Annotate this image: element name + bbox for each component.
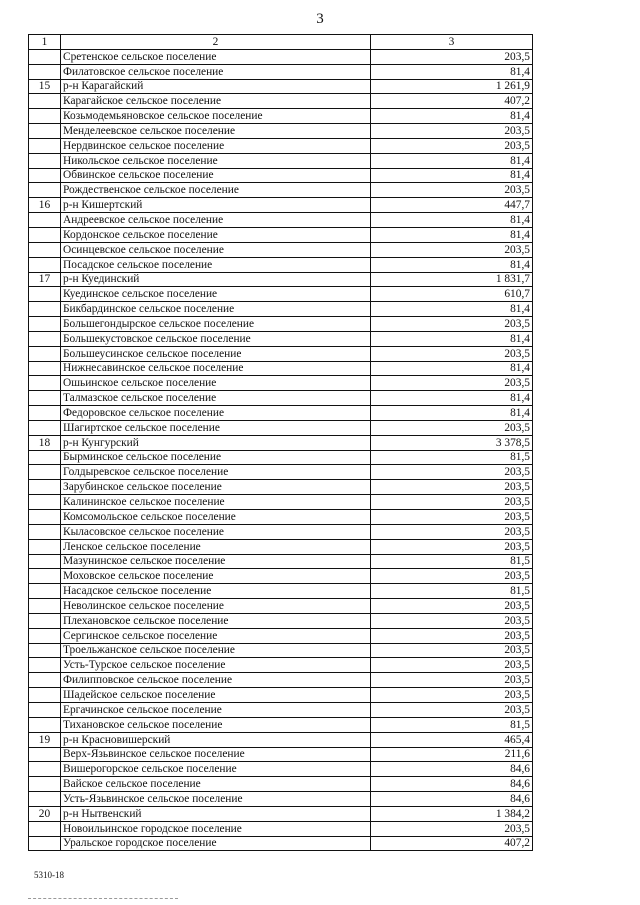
table-row [29,302,533,317]
row-name-cell: Федоровское сельское поселение [61,406,371,421]
table-row [29,777,533,792]
row-name-cell: Никольское сельское поселение [61,153,371,168]
row-number-cell [29,64,61,79]
row-number-cell: 15 [29,79,61,94]
row-value-cell: 407,2 [371,836,533,851]
row-name-cell: Посадское сельское поселение [61,257,371,272]
table-row [29,346,533,361]
row-name-cell: Ергачинское сельское поселение [61,702,371,717]
district-row [29,79,533,94]
row-value-cell: 203,5 [371,495,533,510]
row-number-cell [29,762,61,777]
table-row [29,49,533,64]
row-value-cell: 203,5 [371,673,533,688]
row-number-cell [29,836,61,851]
row-number-cell: 20 [29,806,61,821]
row-value-cell: 407,2 [371,94,533,109]
row-number-cell [29,376,61,391]
row-value-cell: 84,6 [371,792,533,807]
row-value-cell: 203,5 [371,49,533,64]
row-name-cell: Усть-Язьвинское сельское поселение [61,792,371,807]
district-row [29,806,533,821]
table-row [29,673,533,688]
table-row [29,138,533,153]
row-name-cell: Шадейское сельское поселение [61,688,371,703]
row-value-cell: 203,5 [371,539,533,554]
row-name-cell: Обвинское сельское поселение [61,168,371,183]
row-number-cell [29,717,61,732]
row-value-cell: 203,5 [371,480,533,495]
table-row [29,792,533,807]
table-row [29,124,533,139]
row-value-cell: 465,4 [371,732,533,747]
row-name-cell: Ленское сельское поселение [61,539,371,554]
row-value-cell: 3 378,5 [371,435,533,450]
row-value-cell: 81,5 [371,554,533,569]
table-row [29,658,533,673]
table-row [29,613,533,628]
table-row [29,554,533,569]
row-name-cell: Нердвинское сельское поселение [61,138,371,153]
row-name-cell: Сретенское сельское поселение [61,49,371,64]
table-row [29,688,533,703]
table-row [29,643,533,658]
table-row [29,213,533,228]
row-number-cell [29,450,61,465]
row-value-cell: 203,5 [371,346,533,361]
row-name-cell: р-н Красновишерский [61,732,371,747]
row-name-cell: Вайское сельское поселение [61,777,371,792]
table-row [29,465,533,480]
row-name-cell: Тихановское сельское поселение [61,717,371,732]
district-row [29,732,533,747]
row-value-cell: 81,4 [371,302,533,317]
district-row [29,272,533,287]
district-row [29,198,533,213]
row-number-cell [29,465,61,480]
row-value-cell: 203,5 [371,510,533,525]
row-value-cell: 203,5 [371,702,533,717]
row-number-cell [29,317,61,332]
row-value-cell: 203,5 [371,643,533,658]
row-name-cell: Куединское сельское поселение [61,287,371,302]
table-row [29,317,533,332]
row-number-cell [29,524,61,539]
row-value-cell: 81,4 [371,391,533,406]
row-name-cell: Карагайское сельское поселение [61,94,371,109]
row-name-cell: Зарубинское сельское поселение [61,480,371,495]
row-number-cell [29,688,61,703]
row-number-cell [29,658,61,673]
row-number-cell [29,49,61,64]
table-row [29,391,533,406]
row-number-cell [29,94,61,109]
row-value-cell: 81,4 [371,257,533,272]
row-name-cell: Большегондырское сельское поселение [61,317,371,332]
row-name-cell: Рождественское сельское поселение [61,183,371,198]
table-row [29,628,533,643]
row-number-cell [29,153,61,168]
table-row [29,331,533,346]
row-number-cell [29,420,61,435]
row-name-cell: р-н Нытвенский [61,806,371,821]
row-number-cell [29,361,61,376]
table-body [29,35,533,851]
table-row [29,539,533,554]
row-value-cell: 447,7 [371,198,533,213]
row-number-cell [29,302,61,317]
row-value-cell: 1 261,9 [371,79,533,94]
table-row [29,94,533,109]
table-row [29,361,533,376]
table-row [29,64,533,79]
row-value-cell: 81,4 [371,227,533,242]
document-code: 5310-18 [34,870,64,880]
row-value-cell: 81,4 [371,109,533,124]
table-row [29,420,533,435]
table-row [29,717,533,732]
table-row [29,287,533,302]
row-name-cell: Кыласовское сельское поселение [61,524,371,539]
row-name-cell: Филатовское сельское поселение [61,64,371,79]
table-row [29,168,533,183]
row-number-cell [29,495,61,510]
row-name-cell: Вишерогорское сельское поселение [61,762,371,777]
row-number-cell [29,287,61,302]
row-name-cell: Мазунинское сельское поселение [61,554,371,569]
row-name-cell: Неволинское сельское поселение [61,599,371,614]
row-value-cell: 203,5 [371,420,533,435]
table-row [29,599,533,614]
row-value-cell: 1 384,2 [371,806,533,821]
row-number-cell [29,227,61,242]
row-value-cell: 203,5 [371,183,533,198]
row-value-cell: 81,4 [371,361,533,376]
row-number-cell [29,391,61,406]
row-name-cell: Большекустовское сельское поселение [61,331,371,346]
row-name-cell: Менделеевское сельское поселение [61,124,371,139]
row-value-cell: 203,5 [371,465,533,480]
row-number-cell [29,643,61,658]
row-value-cell: 203,5 [371,138,533,153]
row-value-cell: 81,4 [371,153,533,168]
row-number-cell [29,124,61,139]
row-name-cell: р-н Куединский [61,272,371,287]
row-name-cell: Калининское сельское поселение [61,495,371,510]
row-name-cell: Новоильинское городское поселение [61,821,371,836]
row-value-cell: 203,5 [371,688,533,703]
row-value-cell: 81,4 [371,331,533,346]
row-number-cell: 16 [29,198,61,213]
table-row [29,109,533,124]
row-number-cell [29,821,61,836]
row-value-cell: 84,6 [371,762,533,777]
row-name-cell: Сергинское сельское поселение [61,628,371,643]
row-number-cell [29,673,61,688]
scan-edge-line [28,898,178,900]
row-number-cell [29,242,61,257]
column-header-1: 1 [29,35,61,50]
row-value-cell: 84,6 [371,777,533,792]
row-name-cell: Уральское городское поселение [61,836,371,851]
table-row [29,702,533,717]
row-number-cell [29,346,61,361]
row-value-cell: 610,7 [371,287,533,302]
column-header-2: 2 [61,35,371,50]
row-number-cell [29,406,61,421]
row-value-cell: 81,4 [371,168,533,183]
row-name-cell: Ошьинское сельское поселение [61,376,371,391]
row-name-cell: Комсомольское сельское поселение [61,510,371,525]
row-value-cell: 81,4 [371,213,533,228]
row-name-cell: Голдыревское сельское поселение [61,465,371,480]
table-row [29,376,533,391]
row-number-cell: 18 [29,435,61,450]
row-name-cell: Троельжанское сельское поселение [61,643,371,658]
row-name-cell: р-н Кунгурский [61,435,371,450]
table-row [29,584,533,599]
row-name-cell: р-н Карагайский [61,79,371,94]
table-row [29,569,533,584]
row-name-cell: Кордонское сельское поселение [61,227,371,242]
row-number-cell [29,168,61,183]
row-value-cell: 1 831,7 [371,272,533,287]
table-row [29,510,533,525]
row-name-cell: р-н Кишертский [61,198,371,213]
row-name-cell: Шагиртское сельское поселение [61,420,371,435]
row-name-cell: Плехановское сельское поселение [61,613,371,628]
row-name-cell: Козьмодемьяновское сельское поселение [61,109,371,124]
row-name-cell: Насадское сельское поселение [61,584,371,599]
row-value-cell: 81,5 [371,450,533,465]
column-header-3: 3 [371,35,533,50]
row-name-cell: Талмазское сельское поселение [61,391,371,406]
row-number-cell [29,480,61,495]
row-value-cell: 81,5 [371,717,533,732]
district-row [29,435,533,450]
row-value-cell: 203,5 [371,599,533,614]
row-value-cell: 203,5 [371,613,533,628]
row-name-cell: Моховское сельское поселение [61,569,371,584]
row-number-cell [29,257,61,272]
table-row [29,495,533,510]
row-value-cell: 203,5 [371,628,533,643]
row-name-cell: Усть-Турское сельское поселение [61,658,371,673]
row-value-cell: 81,4 [371,64,533,79]
allocation-table [28,34,533,851]
row-number-cell [29,702,61,717]
row-number-cell: 19 [29,732,61,747]
table-row [29,406,533,421]
row-value-cell: 81,4 [371,406,533,421]
row-number-cell [29,138,61,153]
row-number-cell [29,510,61,525]
table-row [29,747,533,762]
row-value-cell: 211,6 [371,747,533,762]
row-name-cell: Нижнесавинское сельское поселение [61,361,371,376]
row-name-cell: Бикбардинское сельское поселение [61,302,371,317]
row-number-cell: 17 [29,272,61,287]
row-name-cell: Бырминское сельское поселение [61,450,371,465]
row-name-cell: Филипповское сельское поселение [61,673,371,688]
table-row [29,153,533,168]
table-row [29,227,533,242]
table-row [29,450,533,465]
row-number-cell [29,331,61,346]
row-name-cell: Андреевское сельское поселение [61,213,371,228]
row-value-cell: 203,5 [371,376,533,391]
row-value-cell: 203,5 [371,242,533,257]
row-value-cell: 203,5 [371,524,533,539]
row-value-cell: 203,5 [371,658,533,673]
row-number-cell [29,539,61,554]
row-name-cell: Большеусинское сельское поселение [61,346,371,361]
row-number-cell [29,183,61,198]
table-row [29,242,533,257]
row-number-cell [29,599,61,614]
row-value-cell: 203,5 [371,124,533,139]
row-number-cell [29,777,61,792]
row-number-cell [29,628,61,643]
row-number-cell [29,747,61,762]
row-number-cell [29,569,61,584]
row-number-cell [29,792,61,807]
table-row [29,524,533,539]
table-row [29,480,533,495]
row-number-cell [29,584,61,599]
table-row [29,183,533,198]
row-value-cell: 203,5 [371,821,533,836]
row-value-cell: 203,5 [371,317,533,332]
page-number: 3 [316,11,324,27]
row-number-cell [29,554,61,569]
table-row [29,257,533,272]
table-row [29,836,533,851]
row-value-cell: 81,5 [371,584,533,599]
table-header-row [29,35,533,50]
row-number-cell [29,613,61,628]
row-value-cell: 203,5 [371,569,533,584]
row-name-cell: Верх-Язьвинское сельское поселение [61,747,371,762]
table-row [29,762,533,777]
row-number-cell [29,213,61,228]
row-number-cell [29,109,61,124]
table-row [29,821,533,836]
row-name-cell: Осинцевское сельское поселение [61,242,371,257]
